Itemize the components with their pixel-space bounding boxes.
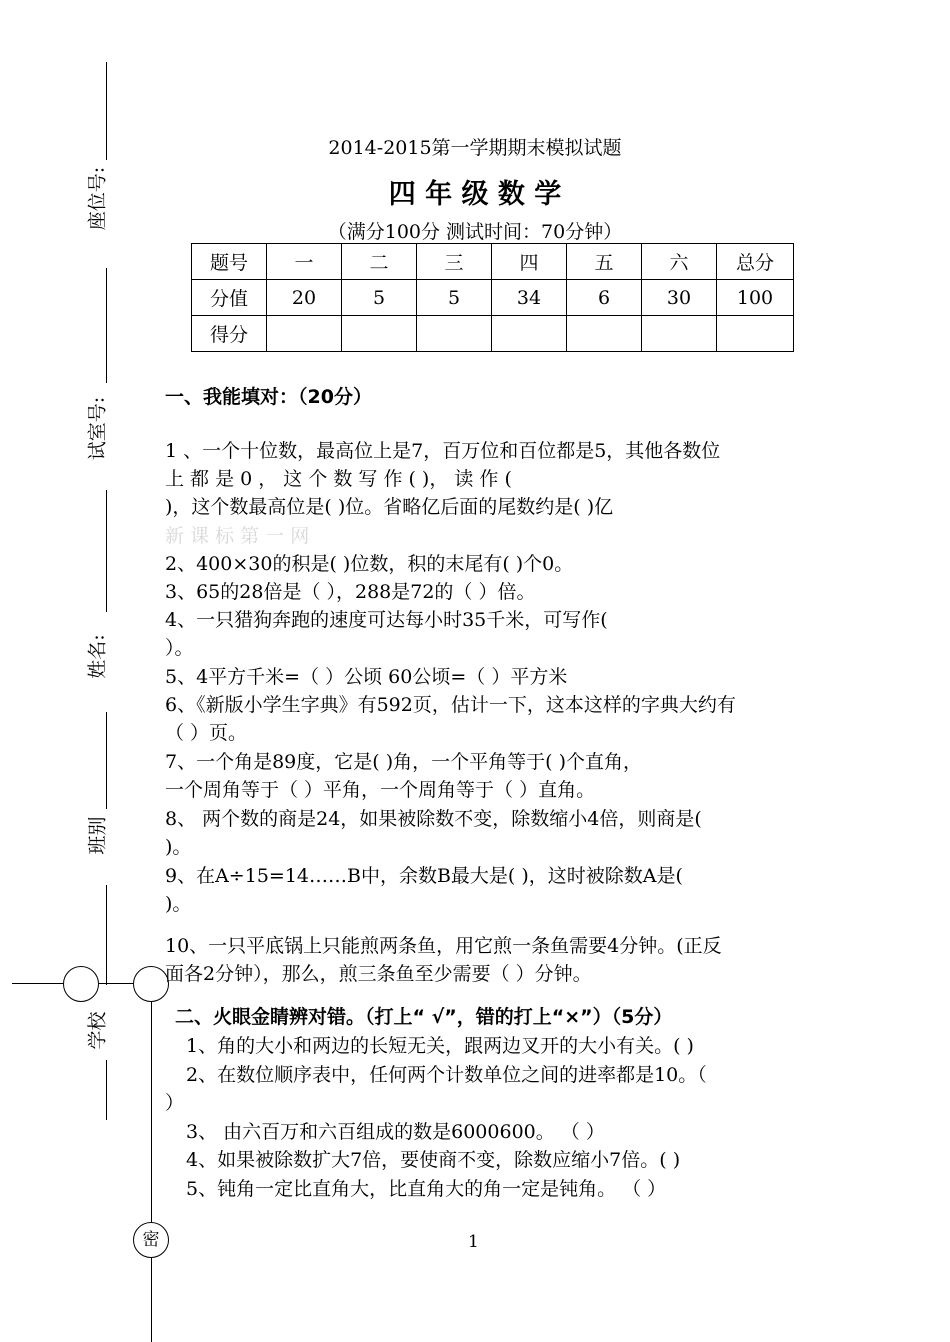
table-cell: 34 <box>492 280 567 316</box>
seal-line-upper <box>151 1002 152 1222</box>
score-entry-cell <box>717 316 794 352</box>
section2-title: 二、火眼金睛辨对错。（打上“ √”，错的打上“×”）（5分） <box>175 1006 673 1028</box>
q2: 2、400×30的积是( )位数，积的末尾有( )个0。 <box>165 553 574 575</box>
q7-line2: 一个周角等于（ ）平角，一个周角等于（ ）直角。 <box>165 779 596 801</box>
q8-line2: )。 <box>165 836 192 858</box>
seal-char: 密 <box>142 1230 160 1250</box>
score-entry-cell <box>342 316 417 352</box>
q1-watermark: 新 课 标 第 一 网 <box>165 525 310 547</box>
name-label: 姓名: <box>86 634 109 679</box>
binding-line-school <box>106 885 107 985</box>
score-table-got-row <box>192 316 794 352</box>
table-header-cell: 三 <box>417 244 492 280</box>
score-entry-cell <box>267 316 342 352</box>
q4-line1: 4、一只猎狗奔跑的速度可达每小时35千米，可写作( <box>165 609 608 631</box>
room-number-label: 试室号: <box>86 396 109 461</box>
table-cell: 6 <box>567 280 642 316</box>
q1-line2: 上 都 是 0 ， 这 个 数 写 作 ( )， 读 作 ( <box>165 468 512 490</box>
q9-line1: 9、在A÷15=14……B中，余数B最大是( )，这时被除数A是( <box>165 865 683 887</box>
q10-line1: 10、一只平底锅上只能煎两条鱼，用它煎一条鱼需要4分钟。(正反 <box>165 935 722 957</box>
table-header-cell: 六 <box>642 244 717 280</box>
seat-number-label: 座位号: <box>86 166 109 231</box>
table-cell: 30 <box>642 280 717 316</box>
cut-circle-right <box>133 966 169 1002</box>
judge-q4: 4、如果被除数扩大7倍，要使商不变，除数应缩小7倍。( ) <box>186 1149 681 1171</box>
table-row-label: 得分 <box>192 316 267 352</box>
school-label: 学校 <box>86 1011 109 1050</box>
class-label: 班别 <box>86 816 109 855</box>
table-header-cell: 总分 <box>717 244 794 280</box>
table-cell: 100 <box>717 280 794 316</box>
binding-line-name <box>106 490 107 612</box>
score-entry-cell <box>417 316 492 352</box>
q9-line2: )。 <box>165 893 192 915</box>
seal-line-lower <box>151 1258 152 1342</box>
binding-line-room <box>106 268 107 383</box>
judge-q3: 3、 由六百万和六百组成的数是6000600。 （ ） <box>186 1121 605 1143</box>
cut-circle-left <box>63 966 99 1002</box>
score-entry-cell <box>567 316 642 352</box>
subject-title: 四 年 级 数 学 <box>388 179 562 210</box>
score-table-header-row <box>192 244 794 280</box>
table-cell: 5 <box>342 280 417 316</box>
page-number: 1 <box>468 1232 479 1252</box>
q8-line1: 8、 两个数的商是24，如果被除数不变，除数缩小4倍，则商是( <box>165 808 702 830</box>
q1-line1: 1 、一个十位数，最高位上是7，百万位和百位都是5，其他各数位 <box>165 440 721 462</box>
table-header-cell: 题号 <box>192 244 267 280</box>
table-header-cell: 一 <box>267 244 342 280</box>
q1-line3: )，这个数最高位是( )位。省略亿后面的尾数约是( )亿 <box>165 496 614 518</box>
table-header-cell: 二 <box>342 244 417 280</box>
score-entry-cell <box>492 316 567 352</box>
score-table-values-row <box>192 280 794 316</box>
table-cell: 5 <box>417 280 492 316</box>
table-row-label: 分值 <box>192 280 267 316</box>
table-cell: 20 <box>267 280 342 316</box>
table-header-cell: 四 <box>492 244 567 280</box>
judge-q5: 5、钝角一定比直角大，比直角大的角一定是钝角。 （ ） <box>186 1178 667 1200</box>
q3: 3、65的28倍是（ ），288是72的（ ）倍。 <box>165 581 536 603</box>
q10-line2: 面各2分钟），那么，煎三条鱼至少需要（ ）分钟。 <box>165 963 592 985</box>
score-entry-cell <box>642 316 717 352</box>
q5: 5、4平方千米=（ ）公顷 60公顷=（ ）平方米 <box>165 666 568 688</box>
binding-line-lower <box>106 1060 107 1120</box>
section1-title: 一、我能填对：（20分） <box>165 386 372 408</box>
score-table <box>191 243 794 352</box>
table-header-cell: 五 <box>567 244 642 280</box>
judge-q2-line1: 2、在数位顺序表中，任何两个计数单位之间的进率都是10。（ <box>186 1064 707 1086</box>
q4-line2: ）。 <box>165 637 194 659</box>
q7-line1: 7、一个角是89度，它是( )角，一个平角等于( )个直角， <box>165 751 642 773</box>
seal-circle <box>133 1222 169 1258</box>
judge-q1: 1、角的大小和两边的长短无关，跟两边叉开的大小有关。( ) <box>186 1035 694 1057</box>
judge-q2-line2: ） <box>165 1092 185 1114</box>
exam-title: 2014-2015第一学期期末模拟试题 <box>328 137 622 159</box>
exam-meta: （满分100分 测试时间：70分钟） <box>327 221 623 243</box>
q6-line2: （ ）页。 <box>165 722 248 744</box>
q6-line1: 6、《新版小学生字典》有592页，估计一下，这本这样的字典大约有 <box>165 694 736 716</box>
